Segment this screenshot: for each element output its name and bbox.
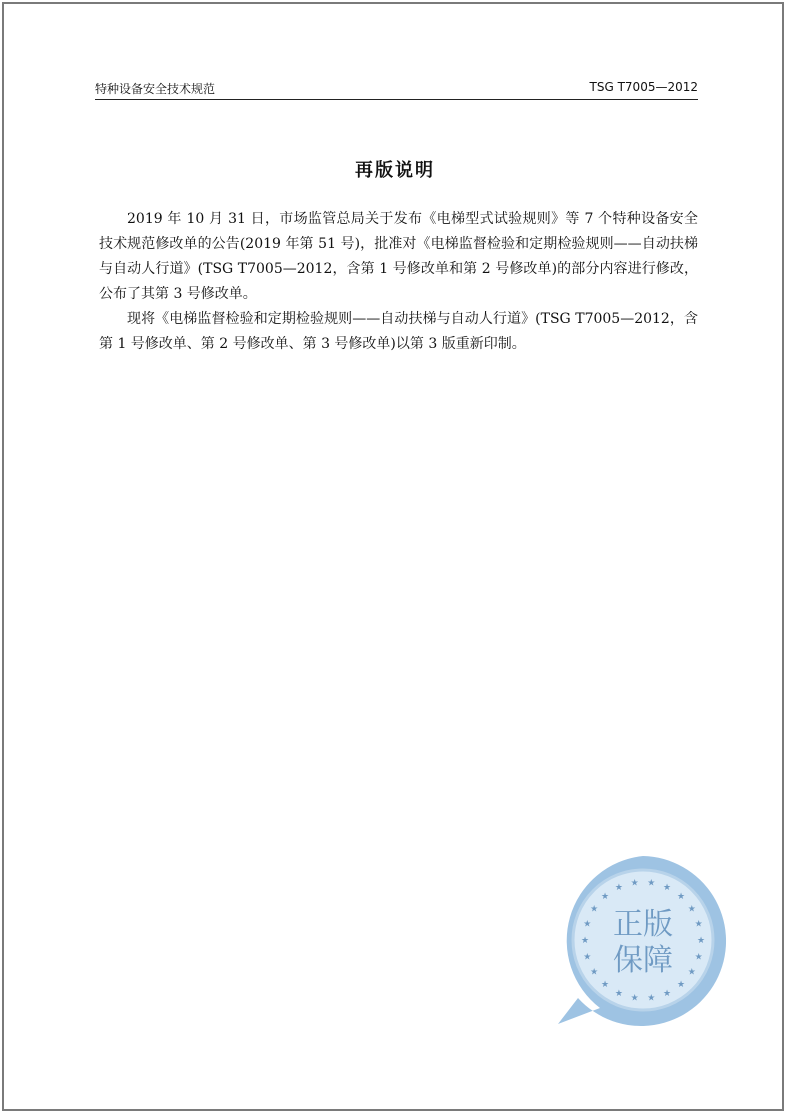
seal-star-icon: ★	[583, 919, 592, 930]
body-text	[99, 207, 698, 357]
seal-star-icon: ★	[694, 952, 703, 963]
seal-text-line1: 正版	[613, 907, 673, 942]
seal-star-icon: ★	[614, 883, 623, 894]
seal-star-icon: ★	[647, 993, 656, 1004]
seal-star-icon: ★	[614, 988, 623, 999]
seal-star-icon: ★	[600, 979, 610, 990]
seal-star-icon: ★	[583, 952, 592, 963]
seal-star-icon: ★	[676, 979, 686, 990]
seal-star-icon: ★	[580, 936, 590, 946]
seal-star-icon: ★	[663, 883, 672, 894]
header-left-title: 特种设备安全技术规范	[95, 82, 216, 96]
seal-star-icon: ★	[600, 892, 610, 903]
seal-star-icon: ★	[590, 967, 599, 978]
seal-star-icon: ★	[630, 878, 639, 889]
paragraph-2: 现将《电梯监督检验和定期检验规则——自动扶梯与自动人行道》(TSG T7005—2012，含第 1 号修改单、第 2 号修改单、第 3 号修改单)以第 3 版重新印制。	[99, 311, 698, 352]
seal-star-icon: ★	[676, 892, 686, 903]
page-title: 再版说明	[355, 160, 435, 181]
seal-text-line2: 保障	[613, 943, 673, 978]
running-header	[95, 80, 698, 100]
seal-star-icon: ★	[647, 878, 656, 889]
seal-star-icon: ★	[590, 904, 599, 915]
seal-star-icon: ★	[696, 936, 706, 946]
seal-star-icon: ★	[630, 993, 639, 1004]
authenticity-seal-badge	[548, 848, 738, 1028]
seal-star-icon: ★	[663, 988, 672, 999]
header-standard-code: TSG T7005—2012	[589, 80, 698, 94]
seal-star-icon: ★	[687, 904, 696, 915]
header-rule	[95, 99, 698, 100]
seal-star-icon: ★	[694, 919, 703, 930]
paragraph-1: 2019 年 10 月 31 日，市场监管总局关于发布《电梯型式试验规则》等 7 个特种设备安全技术规范修改单的公告(2019 年第 51 号)，批准对《电梯监督检验和定期检验规则——自动扶梯与自动人行道》(TSG T7005—2012，含第 1 号修改单和第 2 号修改单)的部分内容进行修改，公布了其第 3 号修改单。	[99, 211, 698, 302]
seal-star-icon: ★	[687, 967, 696, 978]
